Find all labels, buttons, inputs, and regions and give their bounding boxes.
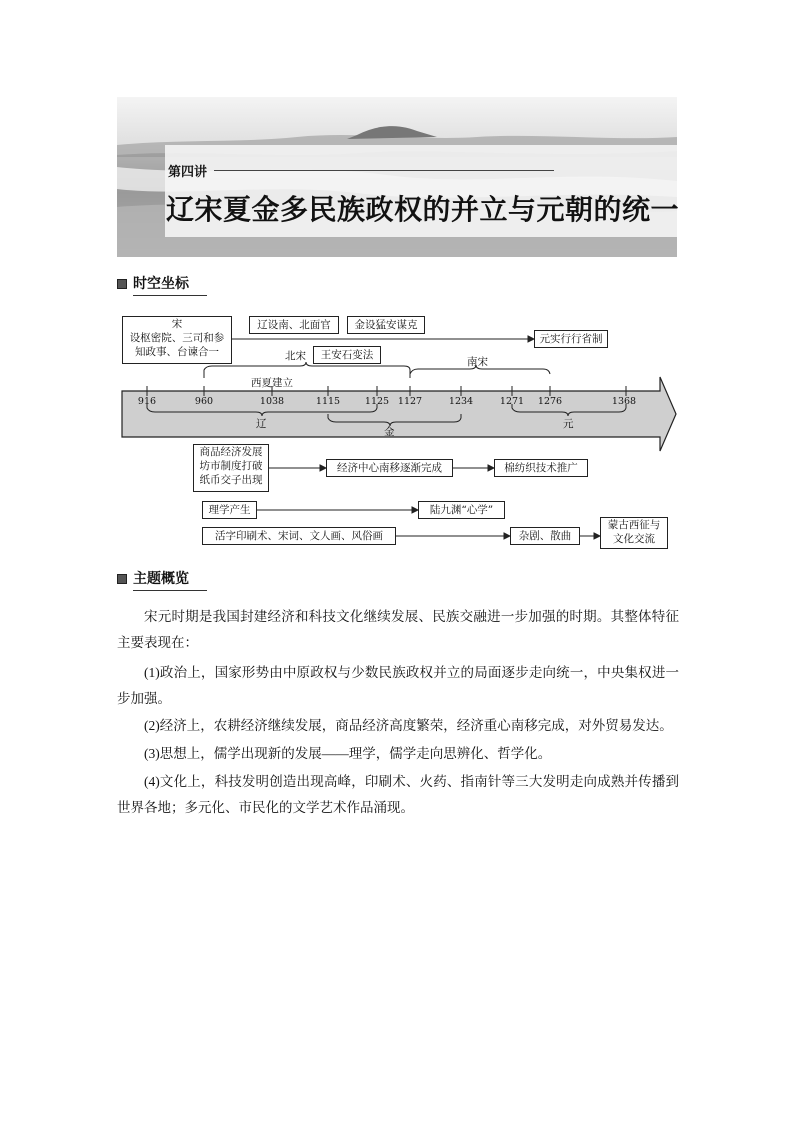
lujiuyuan-box: 陆九渊“心学”: [418, 501, 505, 519]
song-institutions-box: [122, 316, 232, 364]
xixia-label: 西夏建立: [251, 377, 293, 389]
mongol-expedition-box: [600, 517, 668, 549]
northern-song-label: 北宋: [285, 350, 306, 362]
song-label: 宋: [171, 318, 183, 330]
liao-officials-box: 辽设南、北面官: [249, 316, 339, 334]
year-label: 1368: [611, 396, 637, 407]
southern-song-label: 南宋: [467, 356, 488, 368]
mongol-line-1: 蒙古西征与: [607, 519, 661, 531]
year-label: 916: [137, 396, 157, 407]
section-heading-text: 主题概览: [133, 568, 207, 591]
cotton-technology-box: 棉纺织技术推广: [494, 459, 588, 477]
wanganshi-reform-box: 王安石变法: [313, 346, 381, 364]
overview-point: (3)思想上，儒学出现新的发展——理学，儒学走向思辨化、哲学化。: [144, 746, 552, 761]
overview-point: (1)政治上，国家形势由中原政权与少数民族政权并立的局面逐步走向统一，中央集权进一步加强。: [117, 665, 679, 706]
mongol-line-2: 文化交流: [613, 533, 655, 545]
culture-box: 活字印刷术、宋词、文人画、风俗画: [202, 527, 396, 545]
year-label: 1271: [499, 396, 525, 407]
year-label: 1125: [364, 396, 390, 407]
year-label: 960: [194, 396, 214, 407]
overview-point: (2)经济上，农耕经济继续发展，商品经济高度繁荣，经济重心南移完成，对外贸易发达。: [144, 718, 673, 733]
year-label: 1127: [397, 396, 423, 407]
section-heading-overview: [117, 568, 207, 590]
jin-label: 金: [384, 426, 395, 438]
liao-label: 辽: [256, 418, 267, 430]
section-heading-text: 时空坐标: [133, 273, 207, 296]
lixue-box: 理学产生: [202, 501, 257, 519]
lesson-number: 第四讲: [168, 165, 208, 180]
zaju-box: 杂剧、散曲: [510, 527, 580, 545]
economy-line-3: 纸币交子出现: [199, 474, 263, 486]
year-label: 1276: [537, 396, 563, 407]
overview-point: (4)文化上，科技发明创造出现高峰，印刷术、火药、指南针等三大发明走向成熟并传播到世界各地；多元化、市民化的文学艺术作品涌现。: [117, 774, 679, 815]
yuan-province-box: 元实行行省制: [534, 330, 608, 348]
jin-mengan-box: 金设猛安谋克: [347, 316, 425, 334]
yuan-label: 元: [563, 418, 574, 430]
overview-intro: 宋元时期是我国封建经济和科技文化继续发展、民族交融进一步加强的时期。其整体特征主要表现在：: [117, 609, 679, 650]
economic-center-box: 经济中心南移逐渐完成: [326, 459, 453, 477]
year-label: 1038: [259, 396, 285, 407]
year-label: 1234: [448, 396, 474, 407]
economy-line-2: 坊市制度打破: [199, 460, 263, 472]
year-label: 1115: [315, 396, 341, 407]
economy-box: [193, 444, 269, 492]
song-line-1: 设枢密院、三司和参: [129, 332, 225, 344]
timeline-diagram: [0, 0, 794, 560]
page-title: 辽宋夏金多民族政权的并立与元朝的统一: [166, 193, 680, 226]
section-bullet-icon: [117, 574, 127, 584]
song-line-2: 知政事、台谏合一: [135, 346, 219, 358]
economy-line-1: 商品经济发展: [199, 446, 263, 458]
